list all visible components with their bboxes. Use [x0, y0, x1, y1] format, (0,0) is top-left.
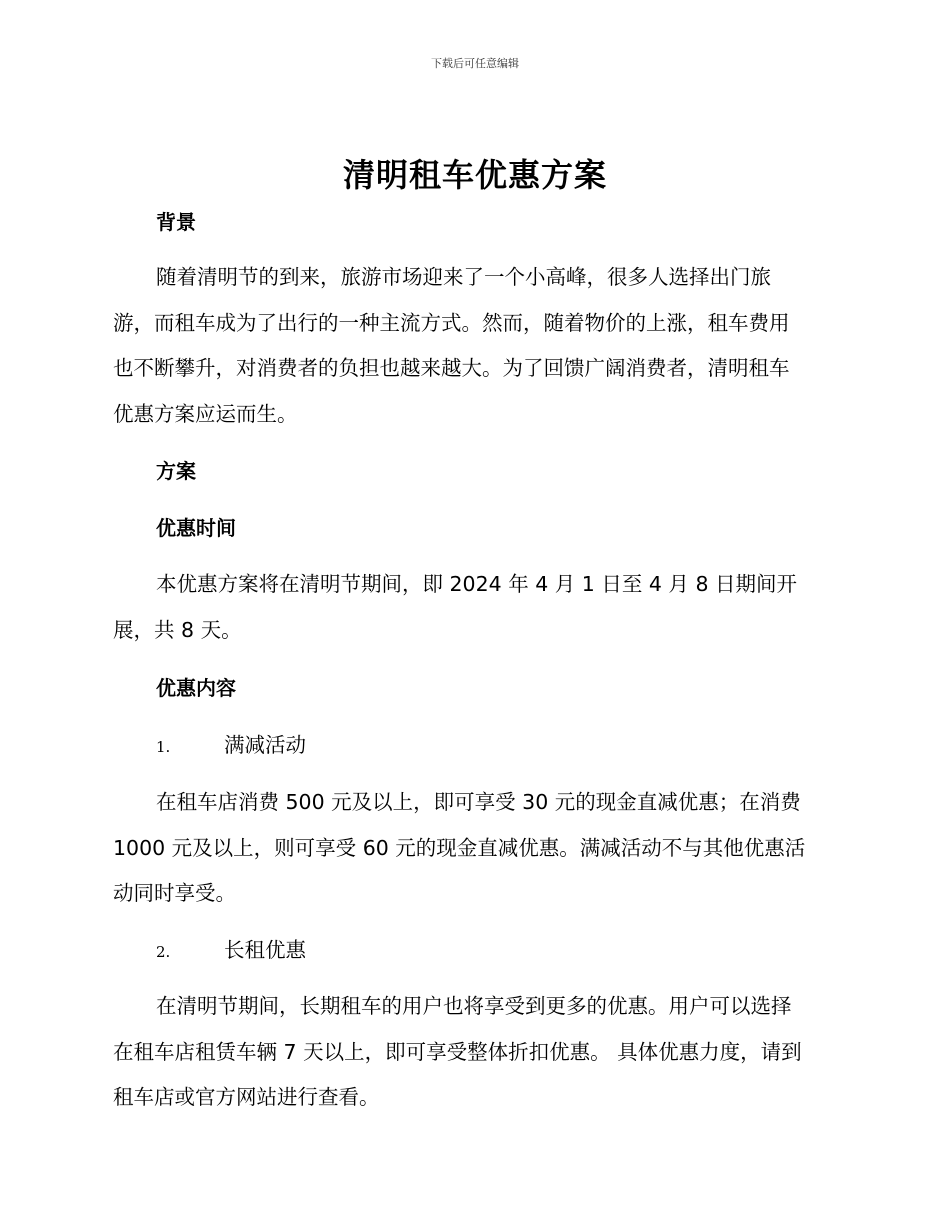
background-paragraph	[113, 255, 837, 437]
list-label: 满减活动	[224, 733, 306, 757]
paragraph-line: 也不断攀升，对消费者的负担也越来越大。为了回馈广阔消费者，清明租车	[113, 356, 790, 380]
paragraph-line: 本优惠方案将在清明节期间，即 2024 年 4 月 1 日至 4 月 8 日期间开	[156, 572, 798, 596]
section-heading-background: 背景	[156, 210, 196, 234]
list-number: 2.	[156, 943, 171, 961]
page-header-note: 下载后可任意编辑	[431, 57, 519, 70]
paragraph-line: 租车店或官方网站进行查看。	[113, 1085, 380, 1109]
paragraph-line: 优惠方案应运而生。	[113, 401, 298, 426]
list-label: 长租优惠	[224, 938, 306, 962]
paragraph-line: 1000 元及以上，则可享受 60 元的现金直减优惠。满减活动不与其他优惠活	[113, 835, 806, 860]
paragraph-line: 在清明节期间，长期租车的用户也将享受到更多的优惠。用户可以选择	[156, 994, 792, 1018]
long-rent-paragraph	[113, 984, 837, 1121]
paragraph-line: 展，共 8 天。	[113, 617, 242, 642]
paragraph-line: 随着清明节的到来，旅游市场迎来了一个小高峰，很多人选择出门旅	[156, 265, 771, 289]
paragraph-line: 在租车店消费 500 元及以上，即可享受 30 元的现金直减优惠；在消费	[156, 790, 801, 814]
paragraph-line: 动同时享受。	[113, 881, 236, 905]
section-heading-content: 优惠内容	[156, 676, 236, 700]
discount-paragraph	[113, 780, 837, 917]
list-item-long-rent	[156, 936, 306, 966]
document-title: 清明租车优惠方案	[342, 156, 607, 194]
time-paragraph	[113, 562, 837, 653]
list-item-discount	[156, 731, 306, 761]
paragraph-line: 在租车店租赁车辆 7 天以上，即可享受整体折扣优惠。 具体优惠力度，请到	[113, 1039, 802, 1064]
list-number: 1.	[156, 738, 171, 756]
paragraph-line: 游，而租车成为了出行的一种主流方式。然而，随着物价的上涨，租车费用	[113, 310, 790, 335]
section-heading-plan: 方案	[156, 459, 196, 483]
section-heading-time: 优惠时间	[156, 516, 236, 540]
